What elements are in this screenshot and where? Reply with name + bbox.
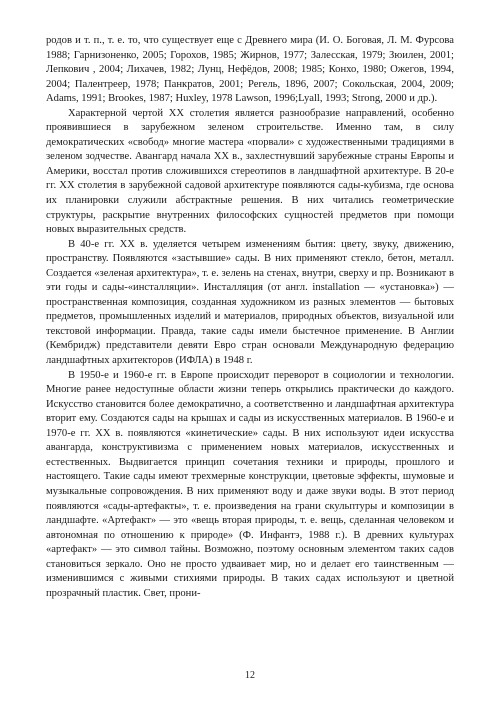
paragraph-20th-century: Характерной чертой XX столетия является разнообразие направлений, особенно проявившиеся в зарубежном зеленом строительстве. Именно там, в силу демократических «свобод» многие мастера «порвали» с художественными традициями в зеленом зодчестве. Авангард начала XX в., захлестнувший зарубежные страны Европы и Америки, восстал против сложившихся стереотипов в ландшафтной архитектуре. В 20-е гг. XX столетия в зарубежной садовой архитектуре появляются сады-кубизма, где основа их планировки служили абстрактные решения. В них читались геометрические структуры, раскрытие внутренних философских сущностей предметов при помощи новых выразительных средств.: [46, 107, 454, 236]
page-number: 12: [245, 670, 255, 681]
paragraph-1940s: В 40-е гг. XX в. уделяется четырем изменениям бытия: цвету, звуку, движению, пространству. Появляются «застывшие» сады. В них применяют стекло, бетон, металл. Создается «зеленая архитектура», т. е. зелень на стенах, внутри, сверху и пр. Возникают в эти годы и сады-«инсталляции». Инсталляция (от англ. installation — «установка») — пространственная композиция, созданная художником из разных элементов — бытовых предметов, промышленных изделий и материалов, природных объектов, визуальной или текстовой информации. Правда, такие сады имели быстечное применение. В Англии (Кембридж) представители девяти Евро стран основали Международную федерацию ландшафтных архитекторов (ИФЛА) в 1948 г.: [46, 238, 454, 367]
paragraph-1950s-1960s: В 1950-е и 1960-е гг. в Европе происходит переворот в социологии и технологии. Многие ранее недоступные области жизни теперь открылись практически до каждого. Искусство становится более демократично, а соответственно и ландшафтная архитектура вторит ему. Создаются сады на крышах и сады из искусственных материалов. В 1960-е и 1970-е гг. XX в. появляются «кинетические» сады. В них используют идеи искусства авангарда, конструктивизма с применением новых материалов, искусственных и естественных. Выдвигается принцип сочетания техники и природы, прошлого и настоящего. Такие сады имеют трехмерные конструкции, цветовые эффекты, шумовые и музыкальные сопровождения. В них применяют воду и даже звуки воды. В этот период появляются «сады-артефакты», т. е. произведения на грани скульптуры и композиции в ландшафте. «Артефакт» — это «вещь вторая природы, т. е. вещь, сделанная человеком и автономная по отношению к природе» (Ф. Инфантэ, 1988 г.). В древних культурах «артефакт» — это символ тайны. Возможно, поэтому основным элементом таких садов становиться зеркало. Оно не просто удваивает мир, но и делает его таинственным — изменившимся с живыми стихиями природы. В таких садах используют и цветной прозрачный пластик. Свет, прони-: [46, 369, 454, 599]
paragraph-references: родов и т. п., т. е. то, что существует еще с Древнего мира (И. О. Боговая, Л. М. Фурсова 1988; Гарнизоненко, 2005; Горохов, 1985; Жирнов, 1977; Залесская, 1979; Зюилен, 2001; Лепкович , 2004; Лихачев, 1982; Лунц, Нефёдов, 2008; 1985; Конхо, 1980; Ожегов, 1994, 2004; Палентреер, 1978; Панкратов, 2001; Регель, 1896, 2007; Сокольская, 2004, 2009; Adams, 1991; Brookes, 1987; Huxley, 1978 Lawson, 1996;Lyall, 1993; Strong, 2000 и др.).: [46, 35, 454, 105]
body-text: [46, 34, 454, 601]
